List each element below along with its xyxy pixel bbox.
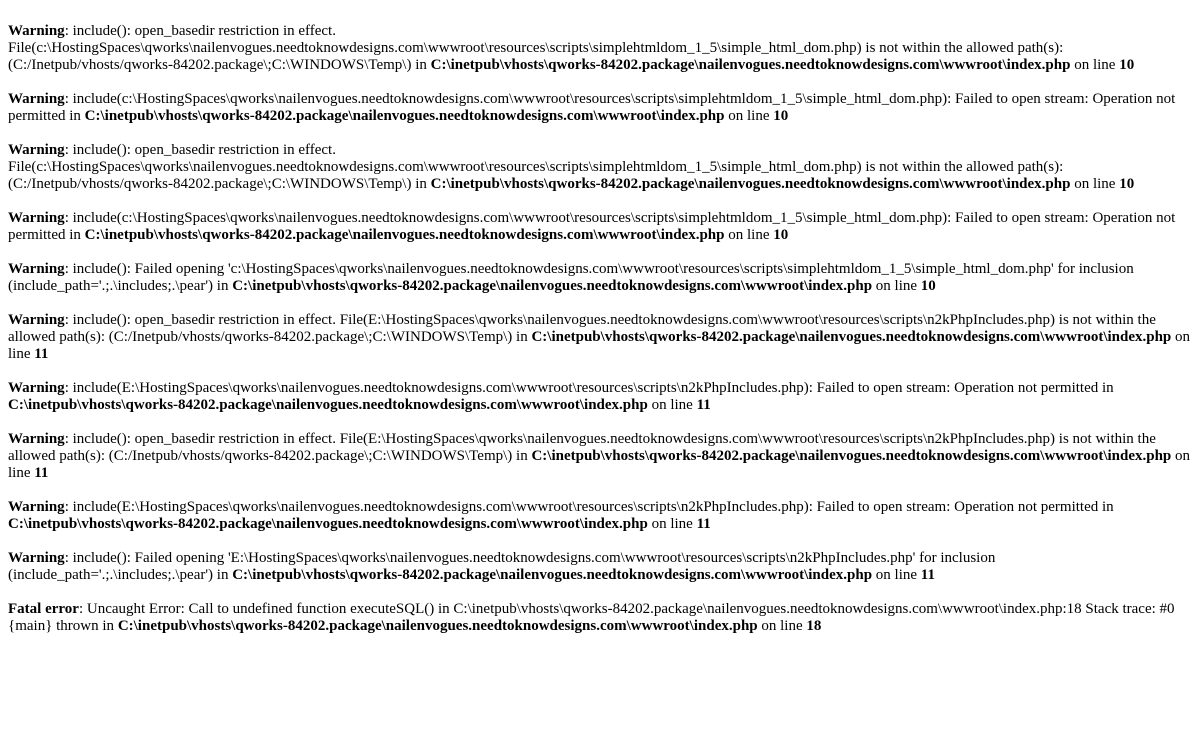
error-text: : include(E:\HostingSpaces\qworks\nailenvogues.needtoknowdesigns.com\wwwroot\resources\scripts\n2kPhpIncludes.php): Failed to open stream: Operation not permitted in (64, 380, 1114, 396)
error-text: : include(): open_basedir restriction in effect. File(E:\HostingSpaces\qworks\nailenvogues.needtoknowdesigns.com\wwwroot\resources\scripts\n2kPhpIncludes.php) is not within the allowed path(s): (C:/Inetpub/vhosts/qworks-84202.package\;C:\WINDOWS\Temp\) in (8, 312, 1156, 345)
warning-message (8, 550, 1192, 584)
warning-message (8, 23, 1192, 74)
error-line-number: 10 (773, 108, 789, 124)
error-file-path: C:\inetpub\vhosts\qworks-84202.package\nailenvogues.needtoknowdesigns.com\wwwroot\index.php (430, 176, 1071, 192)
warning-message (8, 210, 1192, 244)
warning-message (8, 380, 1192, 414)
error-line-number: 11 (34, 465, 49, 481)
on-line-text: on line (647, 516, 697, 532)
error-text: : include(): Failed opening 'c:\HostingSpaces\qworks\nailenvogues.needtoknowdesigns.com\wwwroot\resources\scripts\simplehtmldom_1_5\simple_html_dom.php' for inclusion (include_path='.;.\includes;.\pear') in (8, 261, 1134, 294)
error-text: : include(): open_basedir restriction in effect. File(c:\HostingSpaces\qworks\nailenvogues.needtoknowdesigns.com\wwwroot\resources\scripts\simplehtmldom_1_5\simple_html_dom.php) is not within the allowed path(s): (C:/Inetpub/vhosts/qworks-84202.package\;C:\WINDOWS\Temp\) in (8, 142, 1064, 192)
error-file-path: C:\inetpub\vhosts\qworks-84202.package\nailenvogues.needtoknowdesigns.com\wwwroot\index.php (8, 516, 648, 532)
on-line-text: on line (8, 448, 1191, 481)
warning-message (8, 261, 1192, 295)
error-file-path: C:\inetpub\vhosts\qworks-84202.package\nailenvogues.needtoknowdesigns.com\wwwroot\index.php (430, 57, 1071, 73)
on-line-text: on line (724, 227, 774, 243)
on-line-text: on line (647, 397, 697, 413)
error-text: : Uncaught Error: Call to undefined function executeSQL() in C:\inetpub\vhosts\qworks-84202.package\nailenvogues.needtoknowdesigns.com\wwwroot\index.php:18 Stack trace: #0 {main} thrown in (8, 601, 1175, 634)
error-text: : include(): Failed opening 'E:\HostingSpaces\qworks\nailenvogues.needtoknowdesigns.com\wwwroot\resources\scripts\n2kPhpIncludes.php' for inclusion (include_path='.;.\includes;.\pear') in (8, 550, 996, 583)
on-line-text: on line (872, 567, 921, 583)
error-file-path: C:\inetpub\vhosts\qworks-84202.package\nailenvogues.needtoknowdesigns.com\wwwroot\index.php (8, 397, 648, 413)
error-level: Warning (8, 550, 65, 566)
error-text: : include(c:\HostingSpaces\qworks\nailenvogues.needtoknowdesigns.com\wwwroot\resources\scripts\simplehtmldom_1_5\simple_html_dom.php): Failed to open stream: Operation not permitted in (8, 210, 1176, 243)
on-line-text: on line (872, 278, 921, 294)
error-line-number: 11 (920, 567, 935, 583)
warning-message (8, 91, 1192, 125)
error-text: : include(E:\HostingSpaces\qworks\nailenvogues.needtoknowdesigns.com\wwwroot\resources\scripts\n2kPhpIncludes.php): Failed to open stream: Operation not permitted in (64, 499, 1114, 515)
error-level: Warning (8, 312, 65, 328)
error-line-number: 18 (806, 618, 822, 634)
error-file-path: C:\inetpub\vhosts\qworks-84202.package\nailenvogues.needtoknowdesigns.com\wwwroot\index.php (84, 108, 725, 124)
on-line-text: on line (1070, 57, 1120, 73)
error-file-path: C:\inetpub\vhosts\qworks-84202.package\nailenvogues.needtoknowdesigns.com\wwwroot\index.php (232, 278, 873, 294)
error-level: Warning (8, 142, 65, 158)
error-file-path: C:\inetpub\vhosts\qworks-84202.package\nailenvogues.needtoknowdesigns.com\wwwroot\index.php (531, 448, 1172, 464)
error-line-number: 11 (696, 516, 711, 532)
fatal-error-message (8, 601, 1192, 635)
error-level: Warning (8, 210, 65, 226)
error-level: Warning (8, 23, 65, 39)
error-line-number: 10 (1119, 176, 1135, 192)
error-level: Warning (8, 499, 65, 515)
on-line-text: on line (724, 108, 774, 124)
warning-message (8, 142, 1192, 193)
error-file-path: C:\inetpub\vhosts\qworks-84202.package\nailenvogues.needtoknowdesigns.com\wwwroot\index.php (84, 227, 725, 243)
warning-message (8, 431, 1192, 482)
php-error-output (8, 23, 1192, 652)
error-level: Warning (8, 380, 65, 396)
on-line-text: on line (757, 618, 807, 634)
error-text: : include(c:\HostingSpaces\qworks\nailenvogues.needtoknowdesigns.com\wwwroot\resources\scripts\simplehtmldom_1_5\simple_html_dom.php): Failed to open stream: Operation not permitted in (8, 91, 1176, 124)
error-line-number: 11 (696, 397, 711, 413)
error-line-number: 10 (773, 227, 789, 243)
error-level: Warning (8, 91, 65, 107)
error-level: Warning (8, 261, 65, 277)
error-file-path: C:\inetpub\vhosts\qworks-84202.package\nailenvogues.needtoknowdesigns.com\wwwroot\index.php (232, 567, 873, 583)
error-line-number: 11 (34, 346, 49, 362)
error-text: : include(): open_basedir restriction in effect. File(c:\HostingSpaces\qworks\nailenvogues.needtoknowdesigns.com\wwwroot\resources\scripts\simplehtmldom_1_5\simple_html_dom.php) is not within the allowed path(s): (C:/Inetpub/vhosts/qworks-84202.package\;C:\WINDOWS\Temp\) in (8, 23, 1064, 73)
error-text: : include(): open_basedir restriction in effect. File(E:\HostingSpaces\qworks\nailenvogues.needtoknowdesigns.com\wwwroot\resources\scripts\n2kPhpIncludes.php) is not within the allowed path(s): (C:/Inetpub/vhosts/qworks-84202.package\;C:\WINDOWS\Temp\) in (8, 431, 1156, 464)
on-line-text: on line (1070, 176, 1120, 192)
error-file-path: C:\inetpub\vhosts\qworks-84202.package\nailenvogues.needtoknowdesigns.com\wwwroot\index.php (531, 329, 1172, 345)
error-file-path: C:\inetpub\vhosts\qworks-84202.package\nailenvogues.needtoknowdesigns.com\wwwroot\index.php (117, 618, 758, 634)
error-line-number: 10 (920, 278, 936, 294)
error-line-number: 10 (1119, 57, 1135, 73)
error-level: Fatal error (8, 601, 79, 617)
error-level: Warning (8, 431, 65, 447)
warning-message (8, 499, 1192, 533)
on-line-text: on line (8, 329, 1191, 362)
warning-message (8, 312, 1192, 363)
